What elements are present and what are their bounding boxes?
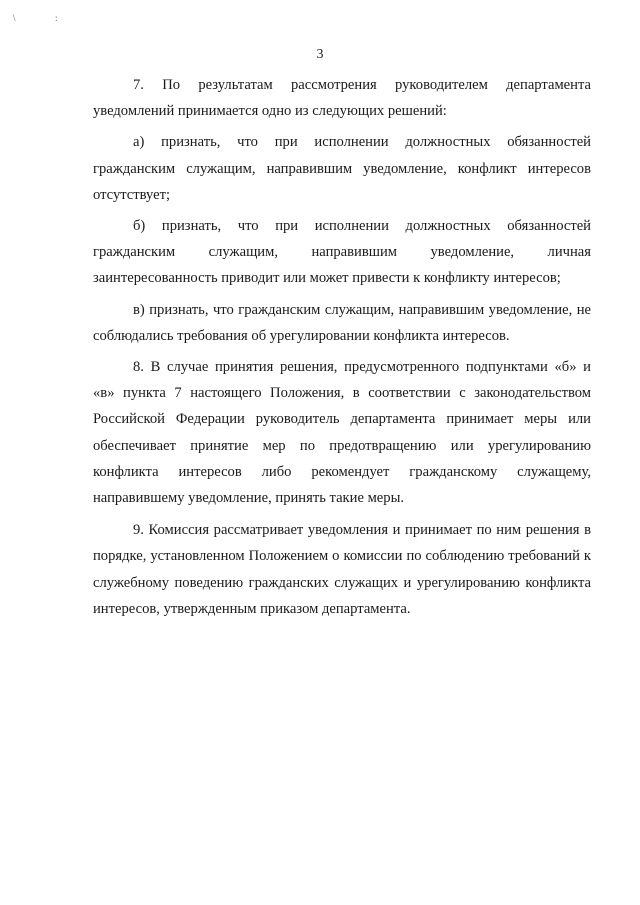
paragraph-7v: в) признать, что гражданским служащим, направившим уведомление, не соблюдались требования об урегулировании конфликта интересов. (93, 301, 591, 344)
page-number: 3 (316, 47, 324, 62)
paragraph-7: 7. По результатам рассмотрения руководителем департамента уведомлений принимается одно из следующих решений: (93, 77, 591, 120)
paragraph-9: 9. Комиссия рассматривает уведомления и принимает по ним решения в порядке, установленном Положением о комиссии по соблюдению требований к служебному поведению гражданских служащих и урегулированию конфликта интересов, утвержденным приказом департамента. (93, 522, 591, 617)
paragraph-7b: б) признать, что при исполнении должностных обязанностей гражданским служащим, направившим уведомление, личная заинтересованность приводит или может привести к конфликту интересов; (93, 218, 591, 287)
document-body (93, 72, 591, 627)
scan-mark: : (55, 13, 58, 23)
paragraph-7a: а) признать, что при исполнении должностных обязанностей гражданским служащим, направившим уведомление, конфликт интересов отсутствует; (93, 134, 591, 203)
scan-mark: \ (13, 13, 16, 23)
paragraph-8: 8. В случае принятия решения, предусмотренного подпунктами «б» и «в» пункта 7 настоящего Положения, в соответствии с законодательством Российской Федерации руководитель департамента принимает меры или обеспечивает принятие мер по предотвращению или урегулированию конфликта интересов либо рекомендует гражданскому служащему, направившему уведомление, принять такие меры. (93, 359, 591, 507)
